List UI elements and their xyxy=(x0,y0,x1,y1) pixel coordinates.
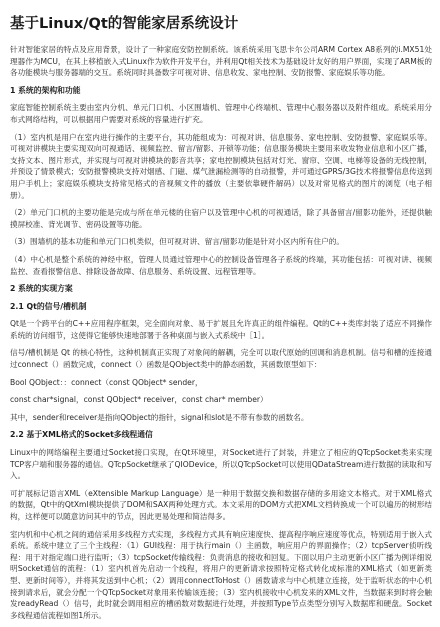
paragraph: 针对智能家居的特点及应用背景，设计了一种家庭安防控制系统。该系统采用飞思卡尔公司ARM Cortex A8系列的i.MX51处理器作为MCU，在其上移植嵌入式Linux作为软件开发平台，并利用Qt相关技术为基础设计友好的用户界面，实现了ARM板的各功能模块与服务器端的交互。系统同时具备数字可视对讲、信息收发、家电控制、安防报警、家庭娱乐等功能。 xyxy=(10,45,432,78)
paragraph: Qt是一个跨平台的C++应用程序框架，完全面向对象、易于扩展且允许真正的组件编程。Qt的C++类库封装了适应不同操作系统的访问细节，这使得它能够快速地部署于各种桌面与嵌入式系统中［1］。 xyxy=(10,319,432,340)
paragraph: （4）中心机是整个系统的神经中枢，管理人员通过管理中心的控制设备管理各子系统的终端，其功能包括：可视对讲、视频监控、查看报警信息、排除设备故障、信息服务、系统设置、远程管理等。 xyxy=(10,254,432,276)
code-line: const char*signal，const QObject* receiver，const char* member） xyxy=(10,395,268,405)
page-title: 基于Linux/Qt的智能家居系统设计 xyxy=(10,16,239,32)
paragraph: 信号/槽机制是 Qt 的核心特性，这种机制真正实现了对象间的解耦，完全可以取代原始的回调和消息机制。信号和槽的连接通过connect（）函数完成，connect（）函数是QObject类中的静态函数，其函数原型如下： xyxy=(10,348,432,370)
code-line: Bool QObject：：connect（const QObject* sender， xyxy=(10,377,203,387)
paragraph: （3）围墙机的基本功能和单元门口机类似，但可视对讲、留言/留影功能是针对小区内所有住户的。 xyxy=(10,237,344,247)
section-heading: 2 系统的实现方案 xyxy=(10,284,73,294)
article-body xyxy=(10,44,432,627)
section-heading: 1 系统的架构和功能 xyxy=(10,85,81,95)
paragraph: 室内机和中心机之间的通信采用多线程方式实现，多线程方式具有响应速度快、提高程序响应速度等优点，特别适用于嵌入式系统。系统中建立了三个主线程：（1）GUI线程：用于执行main（）主函数，响应用户的界面操作；（2）tcpServer侦听线程：用于对指定端口进行监听；（3）tcpSocket传输线程：负责消息的接收和回复。下面以用户主动更新小区广播为例详细说明Socket通信的流程：（1）室内机首先启动一个线程，将用户的更新请求按照特定格式转化成标准的XML格式（如更新类型、更新时间等），并将其发送到中心机；（2）调用connectToHost（）函数请求与中心机建立连接，处于监听状态的中心机接到请求后，就会分配一个QTcpSocket对象用来传输该连接；（3）室内机接收中心机发来的XML文件，当数据来到时将会触发readyRead（）信号，此时就会调用相应的槽函数对数据进行处理，并按照Type节点类型分别写入数据库和硬盘。Socket多线程通信流程如图1所示。 xyxy=(10,529,432,620)
paragraph: 可扩展标记语言XML（eXtensible Markup Language）是一种用于数据交换和数据存储的多用途文本格式。对于XML格式的数据，Qt中的QtXml模块提供了DOM和SAX两种处理方式。本文采用的DOM方式把XML文档转换成一个可以遍历的树形结构，这样便可以随意访问其中的节点，因此更易处理和简洁得多。 xyxy=(10,488,432,521)
paragraph: 家庭智能控制系统主要由室内分机、单元门口机、小区围墙机、管理中心终端机、管理中心服务器以及附件组成。系统采用分布式网络结构，可以根据用户需要对系统的容量进行扩充。 xyxy=(10,103,432,124)
paragraph: Linux中的网络编程主要通过Socket接口实现，在Qt环境里，对Socket进行了封装，并建立了相应的QTcpSocket类来实现TCP客户端和服务器的通信。QTcpSocket继承了QIODevice，所以QTcpSocket可以使用QDataStream进行数据的读取和写入。 xyxy=(10,448,432,481)
paragraph: （1）室内机是用户在室内进行操作的主要平台，其功能组成为：可视对讲、信息服务、家电控制、安防报警、家庭娱乐等。可视对讲模块主要实现双向可视通话、视频监控、留言/留影、开锁等功能；信息服务模块主要用来收发物业信息和小区广播，支持文本、图片形式，并实现与可视对讲模块的影音共享；家电控制模块包括对灯光、窗帘、空调、电梯等设备的无线控制，并预设了情景模式；安防报警模块支持对烟感、门磁、煤气泄漏检测等的自动报警，并可通过GPRS/3G技术将报警信息传送到用户手机上；家庭娱乐模块支持常见格式的音视频文件的播放（主要依靠硬件解码）以及对常见格式的图片的浏览（电子相册）。 xyxy=(10,132,432,200)
section-heading: 2.2 基于XML格式的Socket多线程通信 xyxy=(10,430,153,440)
paragraph: （2）单元门口机的主要功能是完成与所在单元楼的住宿户以及管理中心机的可视通话，除了具备留言/留影功能外，还提供触摸屏校准、背光调节、密码设置等功能。 xyxy=(10,208,432,229)
paragraph: 其中，sender和receiver是指向QObject的指针，signal和slot是不带有参数的函数名。 xyxy=(10,412,309,422)
section-heading: 2.1 Qt的信号/槽机制 xyxy=(10,301,87,311)
